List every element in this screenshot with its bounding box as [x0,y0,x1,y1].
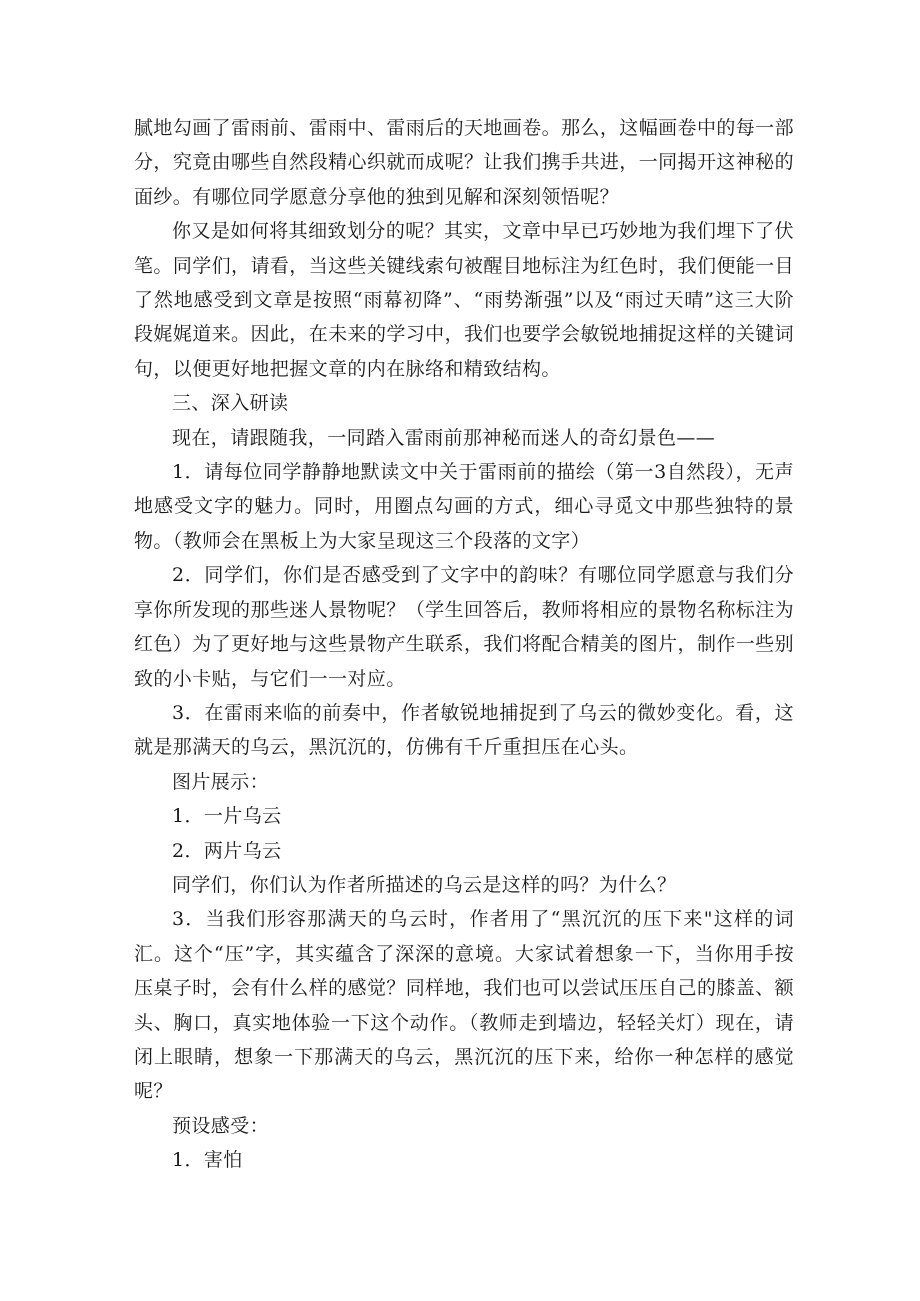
paragraph: 同学们，你们认为作者所描述的乌云是这样的吗？为什么？ [172,873,677,896]
paragraph: 现在，请跟随我，一同踏入雷雨前那神秘而迷人的奇幻景色—— [172,426,716,449]
list-item: 2．同学们，你们是否感受到了文字中的韵味？有哪位同学愿意与我们分享你所发现的那些迷人景物呢？（学生回答后，教师将相应的景物名称标注为红色）为了更好地与这些景物产生联系，我们将配合精美的图片，制作一些别致的小卡贴，与它们一一对应。 [134,564,794,690]
list-item: 1．一片乌云 [172,805,282,828]
list-item: 3．在雷雨来临的前奏中，作者敏锐地捕捉到了乌云的微妙变化。看，这就是那满天的乌云，黑沉沉的，仿佛有千斤重担压在心头。 [134,701,794,759]
paragraph: 腻地勾画了雷雨前、雷雨中、雷雨后的天地画卷。那么，这幅画卷中的每一部分，究竟由哪些自然段精心织就而成呢？让我们携手共进，一同揭开这神秘的面纱。有哪位同学愿意分享他的独到见解和深刻领悟呢？ [134,117,794,208]
section-heading: 三、深入研读 [172,392,289,415]
list-item: 2．两片乌云 [172,839,282,862]
paragraph: 预设感受： [172,1114,270,1137]
paragraph: 你又是如何将其细致划分的呢？其实，文章中早已巧妙地为我们埋下了伏笔。同学们，请看，当这些关键线索句被醒目地标注为红色时，我们便能一目了然地感受到文章是按照“雨幕初降”、“雨势渐强”以及“雨过天晴”这三大阶段娓娓道来。因此，在未来的学习中，我们也要学会敏锐地捕捉这样的关键词句，以便更好地把握文章的内在脉络和精致结构。 [134,220,794,380]
list-item: 1．请每位同学静静地默读文中关于雷雨前的描绘（第一3自然段），无声地感受文字的魅力。同时，用圈点勾画的方式，细心寻觅文中那些独特的景物。（教师会在黑板上为大家呈现这三个段落的文字） [134,461,794,552]
list-item: 1．害怕 [172,1149,243,1172]
list-item: 3．当我们形容那满天的乌云时，作者用了“黑沉沉的压下来"这样的词汇。这个“压”字，其实蕴含了深深的意境。大家试着想象一下，当你用手按压桌子时，会有什么样的感觉？同样地，我们也可以尝试压压自己的膝盖、额头、胸口，真实地体验一下这个动作。（教师走到墙边，轻轻关灯）现在，请闭上眼睛，想象一下那满天的乌云，黑沉沉的压下来，给你一种怎样的感觉呢？ [134,908,794,1103]
paragraph: 图片展示： [172,770,270,793]
document-page [134,111,794,1178]
